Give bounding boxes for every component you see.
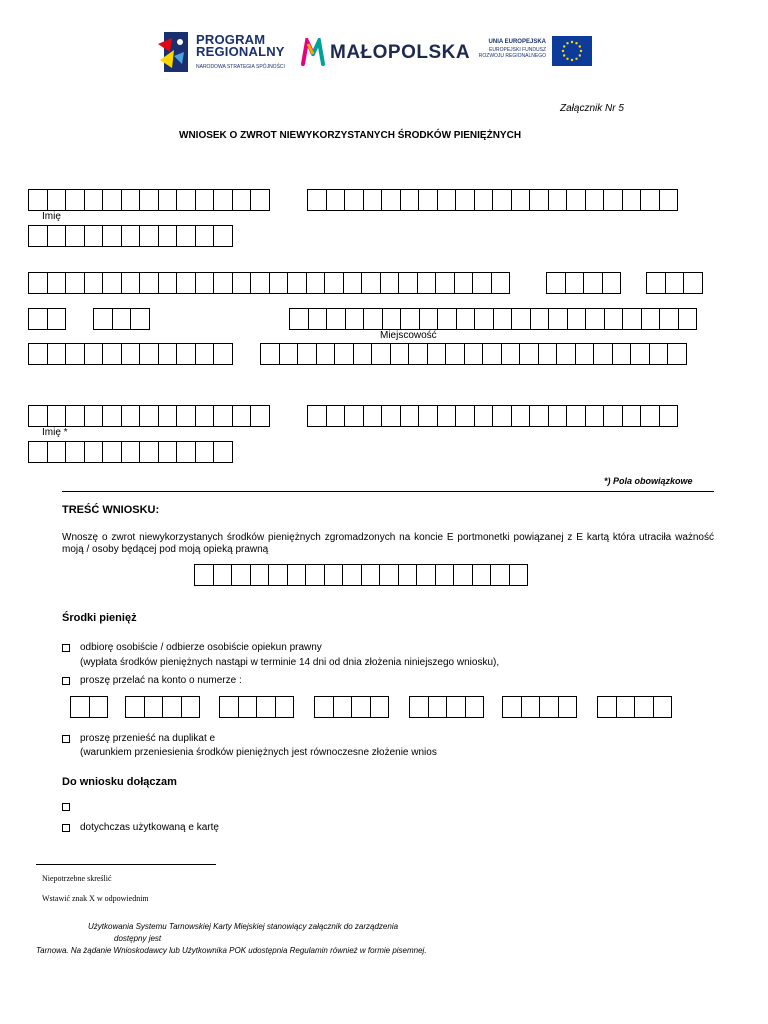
guardian-pesel-field[interactable] (28, 441, 232, 463)
char-box[interactable] (28, 343, 48, 365)
char-box[interactable] (351, 696, 371, 718)
page-title: WNIOSEK O ZWROT NIEWYKORZYSTANYCH ŚRODKÓW PIENIĘŻNYCH (179, 130, 522, 141)
char-box[interactable] (492, 189, 512, 211)
char-box[interactable] (604, 308, 624, 330)
char-box[interactable] (465, 696, 485, 718)
char-box[interactable] (556, 343, 576, 365)
char-box[interactable] (363, 189, 383, 211)
char-box[interactable] (622, 308, 642, 330)
program-regionalny-wordmark (196, 34, 285, 58)
char-box[interactable] (102, 441, 122, 463)
char-box[interactable] (238, 696, 258, 718)
char-box[interactable] (130, 308, 150, 330)
char-box[interactable] (390, 343, 410, 365)
attachment-number: Załącznik Nr 5 (560, 103, 624, 114)
char-box[interactable] (398, 564, 418, 586)
char-box[interactable] (482, 343, 502, 365)
char-box[interactable] (250, 405, 270, 427)
char-box[interactable] (400, 308, 420, 330)
char-box[interactable] (144, 696, 164, 718)
section-divider (62, 491, 714, 492)
postal-code-part1-field[interactable] (28, 308, 65, 330)
char-box[interactable] (683, 272, 703, 294)
char-box[interactable] (382, 308, 402, 330)
char-box[interactable] (493, 308, 513, 330)
imie-required-label: Imię * (42, 427, 68, 438)
char-box[interactable] (195, 343, 215, 365)
char-box[interactable] (363, 308, 383, 330)
bank-transfer-label: proszę przelać na konto o numerze : (80, 675, 242, 686)
char-box[interactable] (418, 189, 438, 211)
char-box[interactable] (474, 189, 494, 211)
footnote-1: Niepotrzebne skreślić (42, 874, 112, 883)
char-box[interactable] (398, 272, 418, 294)
malopolska-wordmark: MAŁOPOLSKA (330, 42, 471, 63)
char-box[interactable] (305, 564, 325, 586)
char-box[interactable] (213, 405, 233, 427)
char-box[interactable] (437, 189, 457, 211)
char-box[interactable] (381, 405, 401, 427)
name-field[interactable] (28, 189, 269, 211)
char-box[interactable] (84, 441, 104, 463)
char-box[interactable] (453, 564, 473, 586)
regionalny-line: REGIONALNY (196, 44, 285, 59)
char-box[interactable] (307, 189, 327, 211)
char-box[interactable] (213, 343, 233, 365)
char-box[interactable] (28, 405, 48, 427)
char-box[interactable] (472, 564, 492, 586)
char-box[interactable] (583, 272, 603, 294)
char-box[interactable] (333, 696, 353, 718)
char-box[interactable] (446, 696, 466, 718)
char-box[interactable] (324, 272, 344, 294)
char-box[interactable] (139, 405, 159, 427)
char-box[interactable] (158, 272, 178, 294)
char-box[interactable] (409, 696, 429, 718)
char-box[interactable] (418, 405, 438, 427)
program-regionalny-mark-icon (158, 30, 190, 74)
char-box[interactable] (158, 441, 178, 463)
char-box[interactable] (326, 308, 346, 330)
eu-logo (478, 36, 592, 68)
eu-title: UNIA EUROPEJSKA (488, 39, 546, 45)
char-box[interactable] (530, 308, 550, 330)
char-box[interactable] (363, 405, 383, 427)
char-box[interactable] (275, 696, 295, 718)
char-box[interactable] (158, 405, 178, 427)
account-part7-field[interactable] (597, 696, 671, 718)
char-box[interactable] (667, 343, 687, 365)
char-box[interactable] (121, 189, 141, 211)
guardian-name-field[interactable] (28, 405, 269, 427)
required-fields-note: *) Pola obowiązkowe (604, 476, 693, 486)
char-box[interactable] (121, 405, 141, 427)
char-box[interactable] (47, 189, 67, 211)
char-box[interactable] (84, 405, 104, 427)
char-box[interactable] (342, 564, 362, 586)
bank-transfer-checkbox[interactable] (62, 677, 70, 685)
char-box[interactable] (139, 441, 159, 463)
char-box[interactable] (219, 696, 239, 718)
char-box[interactable] (344, 405, 364, 427)
personal-pickup-label: odbiorę osobiście / odbierze osobiście opiekun prawny (80, 642, 322, 653)
tresc-body: Wnoszę o zwrot niewykorzystanych środków pieniężnych zgromadzonych na koncie E portmonetki powiązanej z E kartą która utraciła ważność moją / osoby będącej pod moją opieką prawną (62, 532, 714, 555)
personal-pickup-note: (wypłata środków pieniężnych nastąpi w terminie 14 dni od dnia złożenia niniejszego wniosku), (80, 657, 500, 668)
char-box[interactable] (603, 405, 623, 427)
char-box[interactable] (125, 696, 145, 718)
char-box[interactable] (400, 405, 420, 427)
char-box[interactable] (456, 308, 476, 330)
char-box[interactable] (102, 405, 122, 427)
char-box[interactable] (380, 272, 400, 294)
char-box[interactable] (585, 405, 605, 427)
old-card-label: dotychczas użytkowaną e kartę (80, 822, 219, 833)
char-box[interactable] (435, 272, 455, 294)
char-box[interactable] (102, 225, 122, 247)
account-part6-field[interactable] (502, 696, 576, 718)
duplicate-transfer-label: proszę przenieść na duplikat e (80, 733, 216, 744)
char-box[interactable] (89, 696, 109, 718)
char-box[interactable] (102, 343, 122, 365)
char-box[interactable] (195, 405, 215, 427)
char-box[interactable] (326, 405, 346, 427)
char-box[interactable] (565, 272, 585, 294)
char-box[interactable] (519, 343, 539, 365)
char-box[interactable] (121, 272, 141, 294)
char-box[interactable] (195, 441, 215, 463)
char-box[interactable] (84, 225, 104, 247)
char-box[interactable] (622, 405, 642, 427)
char-box[interactable] (417, 272, 437, 294)
card-number-field[interactable] (194, 564, 527, 586)
eu-fund-line1: EUROPEJSKI FUNDUSZ (489, 47, 546, 53)
char-box[interactable] (370, 696, 390, 718)
char-box[interactable] (232, 272, 252, 294)
char-box[interactable] (260, 343, 280, 365)
guardian-surname-field[interactable] (307, 405, 677, 427)
surname-field[interactable] (307, 189, 677, 211)
char-box[interactable] (194, 564, 214, 586)
char-box[interactable] (28, 189, 48, 211)
char-box[interactable] (121, 225, 141, 247)
house-number-field[interactable] (546, 272, 620, 294)
char-box[interactable] (408, 343, 428, 365)
program-regionalny-logo (158, 30, 298, 76)
duplicate-transfer-checkbox[interactable] (62, 735, 70, 743)
char-box[interactable] (529, 405, 549, 427)
char-box[interactable] (28, 308, 48, 330)
char-box[interactable] (65, 343, 85, 365)
char-box[interactable] (176, 189, 196, 211)
char-box[interactable] (326, 189, 346, 211)
char-box[interactable] (70, 696, 90, 718)
char-box[interactable] (474, 405, 494, 427)
char-box[interactable] (162, 696, 182, 718)
char-box[interactable] (653, 696, 673, 718)
char-box[interactable] (84, 343, 104, 365)
char-box[interactable] (158, 189, 178, 211)
char-box[interactable] (139, 272, 159, 294)
char-box[interactable] (93, 308, 113, 330)
char-box[interactable] (491, 272, 511, 294)
char-box[interactable] (464, 343, 484, 365)
char-box[interactable] (548, 405, 568, 427)
char-box[interactable] (548, 189, 568, 211)
char-box[interactable] (176, 441, 196, 463)
tresc-heading: TREŚĆ WNIOSKU: (62, 504, 160, 516)
char-box[interactable] (435, 564, 455, 586)
char-box[interactable] (502, 696, 522, 718)
char-box[interactable] (139, 343, 159, 365)
char-box[interactable] (213, 189, 233, 211)
char-box[interactable] (509, 564, 529, 586)
char-box[interactable] (416, 564, 436, 586)
char-box[interactable] (176, 405, 196, 427)
account-part5-field[interactable] (409, 696, 483, 718)
char-box[interactable] (139, 225, 159, 247)
char-box[interactable] (47, 308, 67, 330)
char-box[interactable] (566, 189, 586, 211)
char-box[interactable] (65, 405, 85, 427)
email-field[interactable] (260, 343, 686, 365)
miejscowosc-label: Miejscowość (380, 330, 437, 341)
char-box[interactable] (381, 189, 401, 211)
duplicate-transfer-note: (warunkiem przeniesienia środków pieniężnych jest równoczesne złożenie wnios (80, 747, 437, 758)
char-box[interactable] (231, 564, 251, 586)
char-box[interactable] (511, 308, 531, 330)
char-box[interactable] (47, 225, 67, 247)
char-box[interactable] (256, 696, 276, 718)
imie-label: Imię (42, 211, 61, 222)
char-box[interactable] (558, 696, 578, 718)
char-box[interactable] (379, 564, 399, 586)
street-field[interactable] (28, 272, 509, 294)
attachment-checkbox-2[interactable] (62, 824, 70, 832)
char-box[interactable] (437, 405, 457, 427)
phone-field[interactable] (28, 343, 232, 365)
char-box[interactable] (176, 272, 196, 294)
char-box[interactable] (28, 272, 48, 294)
char-box[interactable] (472, 272, 492, 294)
char-box[interactable] (353, 343, 373, 365)
char-box[interactable] (585, 308, 605, 330)
char-box[interactable] (437, 308, 457, 330)
char-box[interactable] (659, 189, 679, 211)
char-box[interactable] (213, 272, 233, 294)
char-box[interactable] (176, 343, 196, 365)
char-box[interactable] (306, 272, 326, 294)
char-box[interactable] (250, 189, 270, 211)
char-box[interactable] (121, 343, 141, 365)
char-box[interactable] (539, 696, 559, 718)
char-box[interactable] (250, 272, 270, 294)
footer-line-1: Użytkowania Systemu Tarnowskiej Karty Miejskiej stanowiący załącznik do zarządzenia (88, 922, 399, 931)
char-box[interactable] (316, 343, 336, 365)
char-box[interactable] (47, 272, 67, 294)
char-box[interactable] (400, 189, 420, 211)
char-box[interactable] (102, 189, 122, 211)
char-box[interactable] (646, 272, 666, 294)
char-box[interactable] (455, 405, 475, 427)
char-box[interactable] (176, 225, 196, 247)
program-subtitle: NARODOWA STRATEGIA SPÓJNOŚCI (196, 64, 285, 70)
program-line: PROGRAM (196, 32, 266, 47)
char-box[interactable] (501, 343, 521, 365)
eu-fund-line2: ROZWOJU REGIONALNEGO (478, 53, 546, 59)
account-part3-field[interactable] (219, 696, 293, 718)
char-box[interactable] (195, 189, 215, 211)
char-box[interactable] (195, 225, 215, 247)
pesel-field[interactable] (28, 225, 232, 247)
char-box[interactable] (314, 696, 334, 718)
char-box[interactable] (28, 441, 48, 463)
char-box[interactable] (567, 308, 587, 330)
char-box[interactable] (678, 308, 698, 330)
char-box[interactable] (324, 564, 344, 586)
char-box[interactable] (445, 343, 465, 365)
char-box[interactable] (622, 189, 642, 211)
char-box[interactable] (287, 564, 307, 586)
char-box[interactable] (65, 441, 85, 463)
srodki-heading: Środki pienięż (62, 612, 137, 624)
eu-flag-icon (552, 36, 592, 66)
attachments-heading: Do wniosku dołączam (62, 776, 177, 788)
char-box[interactable] (47, 405, 67, 427)
malopolska-mark-icon (300, 38, 326, 66)
char-box[interactable] (279, 343, 299, 365)
char-box[interactable] (511, 405, 531, 427)
char-box[interactable] (213, 441, 233, 463)
char-box[interactable] (511, 189, 531, 211)
char-box[interactable] (232, 405, 252, 427)
char-box[interactable] (268, 564, 288, 586)
char-box[interactable] (521, 696, 541, 718)
char-box[interactable] (585, 189, 605, 211)
char-box[interactable] (566, 405, 586, 427)
char-box[interactable] (345, 308, 365, 330)
char-box[interactable] (289, 308, 309, 330)
char-box[interactable] (250, 564, 270, 586)
char-box[interactable] (538, 343, 558, 365)
char-box[interactable] (659, 405, 679, 427)
char-box[interactable] (343, 272, 363, 294)
char-box[interactable] (158, 343, 178, 365)
char-box[interactable] (112, 308, 132, 330)
char-box[interactable] (47, 441, 67, 463)
char-box[interactable] (28, 225, 48, 247)
footer-line-3: Tarnowa. Na żądanie Wnioskodawcy lub Użytkownika POK udostępnia Regulamin również w formie pisemnej. (36, 946, 427, 955)
char-box[interactable] (630, 343, 650, 365)
char-box[interactable] (371, 343, 391, 365)
char-box[interactable] (102, 272, 122, 294)
char-box[interactable] (269, 272, 289, 294)
char-box[interactable] (529, 189, 549, 211)
char-box[interactable] (546, 272, 566, 294)
char-box[interactable] (492, 405, 512, 427)
char-box[interactable] (659, 308, 679, 330)
char-box[interactable] (181, 696, 201, 718)
char-box[interactable] (427, 343, 447, 365)
char-box[interactable] (139, 189, 159, 211)
char-box[interactable] (428, 696, 448, 718)
char-box[interactable] (344, 189, 364, 211)
char-box[interactable] (232, 189, 252, 211)
char-box[interactable] (213, 225, 233, 247)
account-part2-field[interactable] (125, 696, 199, 718)
char-box[interactable] (213, 564, 233, 586)
char-box[interactable] (665, 272, 685, 294)
char-box[interactable] (287, 272, 307, 294)
char-box[interactable] (84, 189, 104, 211)
char-box[interactable] (548, 308, 568, 330)
char-box[interactable] (65, 272, 85, 294)
char-box[interactable] (575, 343, 595, 365)
char-box[interactable] (640, 189, 660, 211)
char-box[interactable] (65, 225, 85, 247)
char-box[interactable] (603, 189, 623, 211)
char-box[interactable] (195, 272, 215, 294)
char-box[interactable] (649, 343, 669, 365)
flat-number-field[interactable] (646, 272, 702, 294)
char-box[interactable] (308, 308, 328, 330)
char-box[interactable] (334, 343, 354, 365)
char-box[interactable] (65, 189, 85, 211)
char-box[interactable] (612, 343, 632, 365)
char-box[interactable] (297, 343, 317, 365)
attachment-checkbox-1[interactable] (62, 803, 70, 811)
char-box[interactable] (602, 272, 622, 294)
char-box[interactable] (474, 308, 494, 330)
char-box[interactable] (454, 272, 474, 294)
footnote-divider (36, 864, 216, 865)
footnote-2: Wstawić znak X w odpowiednim (42, 894, 149, 903)
char-box[interactable] (640, 405, 660, 427)
eu-fund (479, 47, 546, 59)
char-box[interactable] (361, 272, 381, 294)
char-box[interactable] (361, 564, 381, 586)
char-box[interactable] (597, 696, 617, 718)
char-box[interactable] (307, 405, 327, 427)
char-box[interactable] (616, 696, 636, 718)
account-part4-field[interactable] (314, 696, 388, 718)
char-box[interactable] (47, 343, 67, 365)
postal-code-part2-field[interactable] (93, 308, 149, 330)
char-box[interactable] (641, 308, 661, 330)
personal-pickup-checkbox[interactable] (62, 644, 70, 652)
char-box[interactable] (490, 564, 510, 586)
char-box[interactable] (634, 696, 654, 718)
char-box[interactable] (84, 272, 104, 294)
account-part1-field[interactable] (70, 696, 107, 718)
char-box[interactable] (121, 441, 141, 463)
footer-line-2: dostępny jest (114, 934, 162, 943)
char-box[interactable] (158, 225, 178, 247)
char-box[interactable] (419, 308, 439, 330)
char-box[interactable] (455, 189, 475, 211)
city-field[interactable] (289, 308, 696, 330)
char-box[interactable] (593, 343, 613, 365)
